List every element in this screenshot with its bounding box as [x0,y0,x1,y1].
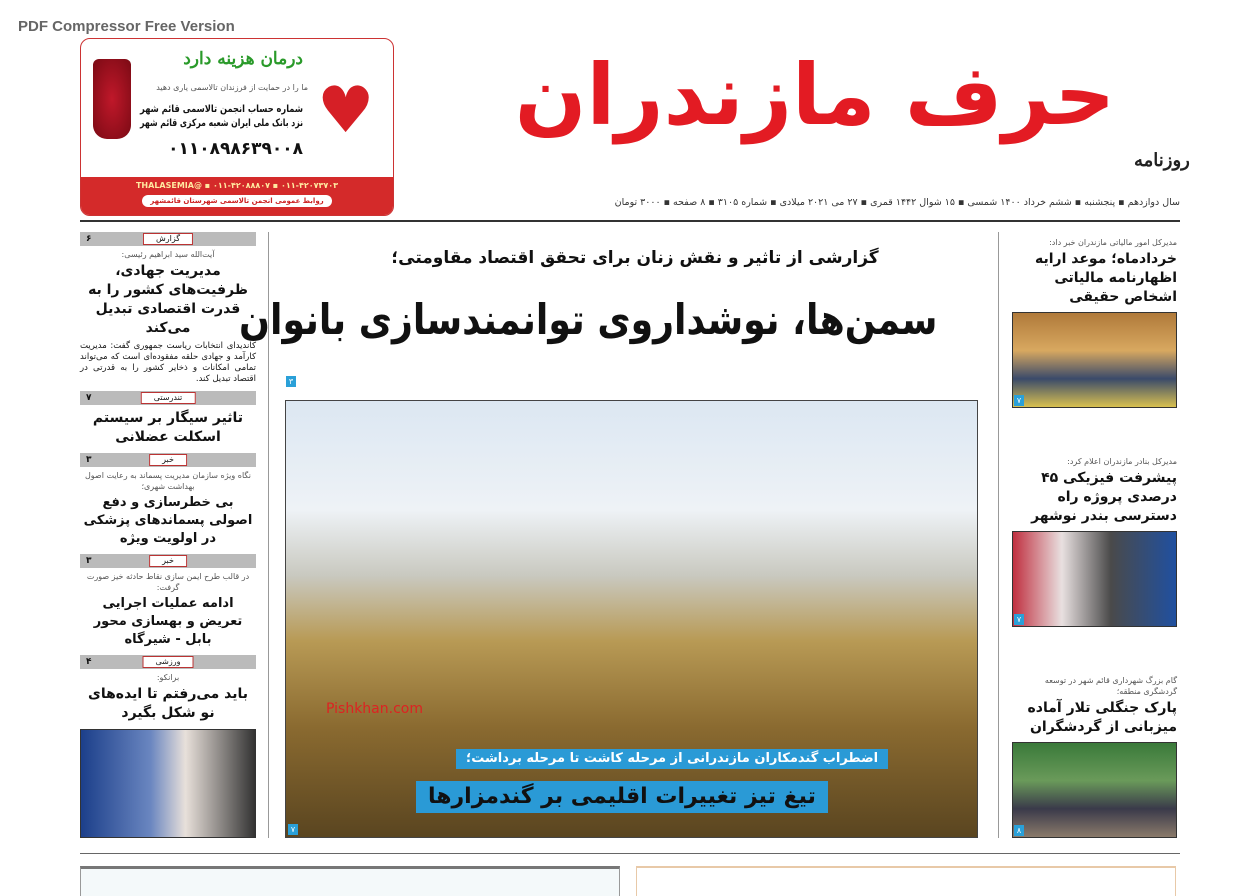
section-bar [80,655,256,669]
official-photo [1012,312,1177,408]
ad-account-line: شماره حساب انجمن تالاسمی قائم شهر [140,104,303,115]
right-story-2[interactable] [1012,453,1177,627]
right-story-1[interactable] [1012,234,1177,408]
story-headline[interactable]: پیشرفت فیزیکی ۴۵ درصدی پروژه راه دسترسی بندر نوشهر [1031,470,1177,524]
story-kicker: گام بزرگ شهرداری قائم شهر در توسعه گردشگری منطقه؛ [1044,676,1177,696]
ad-contacts: ۰۱۱-۴۲۰۷۳۷۰۳ ▪ ۰۱۱-۴۲۰۸۸۸۰۷ ▪ @THALASEMIA [135,181,339,190]
pishkhan-watermark: Pishkhan.com [326,701,423,717]
page-number: ۷ [1014,395,1024,406]
story-kicker: مدیرکل امور مالیاتی مازندران خبر داد: [1049,238,1177,247]
pdf-watermark: PDF Compressor Free Version [18,18,235,35]
wheat-field-photo[interactable] [285,400,978,838]
story-headline[interactable]: پارک جنگلی تلار آماده میزبانی از گردشگران [1027,700,1177,735]
section-bar [80,391,256,405]
photo-headline[interactable]: تیغ تیز تغییرات اقلیمی بر گندمزارها [416,781,828,813]
footer-rule [80,853,1180,854]
story-headline[interactable]: خردادماه؛ موعد ارایه اظهارنامه مالیاتی اشخاص حقیقی [1034,251,1177,305]
page-number: ۳ [86,556,92,566]
page-number: ۸ [1014,825,1024,836]
left-story-1[interactable] [80,232,256,385]
thalassemia-ad[interactable] [80,38,394,216]
section-bar [80,232,256,246]
photo-page-number: ۷ [288,824,298,835]
main-page-number: ۳ [286,376,296,387]
main-headline[interactable]: سمن‌ها، نوشداروی توانمندسازی بانوان [239,295,938,344]
story-headline[interactable]: بی خطرسازی و دفع اصولی پسماندهای پزشکی در اولویت ویژه [83,495,253,546]
story-kicker: در قالب طرح ایمن سازی نقاط حادثه خیز صورت گرفت: [86,572,250,592]
page-number: ۳ [86,455,92,465]
section-label: گزارش [143,233,193,245]
ad-contact-bar [81,177,393,215]
left-story-2[interactable] [80,391,256,447]
page-number: ۷ [86,393,92,403]
heart-icon: ♥ [317,74,375,148]
story-kicker: آیت‌الله سید ابراهیم رئیسی: [121,250,215,259]
section-label: خبر [149,454,187,466]
ad-subtitle: ما را در حمایت از فرزندان تالاسمی یاری دهید [156,83,308,92]
masthead-prefix: روزنامه [1134,150,1190,171]
header-rule [80,220,1180,222]
column-divider [998,232,999,838]
story-kicker: نگاه ویژه سازمان مدیریت پسماند به رعایت اصول بهداشت شهری؛ [84,471,252,491]
sports-photo [80,729,256,838]
left-column [80,232,256,838]
section-label: تندرستی [141,392,196,404]
story-headline[interactable]: مدیریت جهادی، ظرفیت‌های کشور را به قدرت اقتصادی تبدیل می‌کند [88,263,248,336]
section-bar [80,554,256,568]
page-number: ۴ [86,657,92,667]
left-story-3[interactable] [80,453,256,548]
story-kicker: مدیرکل بنادر مازندران اعلام کرد: [1067,457,1177,466]
official-photo [1012,531,1177,627]
section-label: خبر [149,555,187,567]
story-headline[interactable]: تاثیر سیگار بر سیستم اسکلت عضلانی [92,410,244,445]
ad-footer: روابط عمومی انجمن تالاسمی شهرستان قائمشهر [142,195,331,207]
story-kicker: برانکو: [156,673,180,682]
left-story-5[interactable] [80,655,256,723]
ad-account-number: ۰۱۱۰۸۹۸۶۳۹۰۰۸ [168,139,303,159]
page-number: ۶ [86,234,92,244]
ad-account-info [138,103,303,131]
dateline: سال دوازدهم ▪ پنجشنبه ▪ ششم خرداد ۱۴۰۰ شمسی ▪ ۱۵ شوال ۱۴۴۲ قمری ▪ ۲۷ می ۲۰۲۱ میلادی ▪ شماره ۳۱۰۵ ▪ ۸ صفحه ▪ ۳۰۰۰ تومان [614,197,1180,208]
ad-bank-line: نزد بانک ملی ایران شعبه مرکزی قائم شهر [140,118,303,129]
right-column [1012,234,1177,838]
story-headline[interactable]: ادامه عملیات اجرایی تعریض و بهسازی محور بابل - شیرگاه [93,596,243,647]
story-body: کاندیدای انتخابات ریاست جمهوری گفت: مدیریت کارآمد و جهادی حلقه مفقوده‌ای است که می‌تواند تمامی امکانات و ذخایر کشور را به قدرتی در اقتصاد تبدیل کند. [80,341,256,384]
section-label: ورزشی [143,656,194,668]
page-number: ۷ [1014,614,1024,625]
ad-title: درمان هزینه دارد [183,49,303,69]
blood-bag-icon [93,59,131,139]
park-photo [1012,742,1177,838]
main-kicker: گزارشی از تاثیر و نقش زنان برای تحقق اقتصاد مقاومتی؛ [391,248,879,268]
right-story-3[interactable] [1012,672,1177,838]
story-headline[interactable]: باید می‌رفتم تا ایده‌های نو شکل بگیرد [88,686,248,721]
photo-kicker: اضطراب گندمکاران مازندرانی از مرحله کاشت تا مرحله برداشت؛ [456,749,888,769]
masthead-title: حرف مازندران [514,46,1116,144]
left-story-4[interactable] [80,554,256,649]
section-bar [80,453,256,467]
